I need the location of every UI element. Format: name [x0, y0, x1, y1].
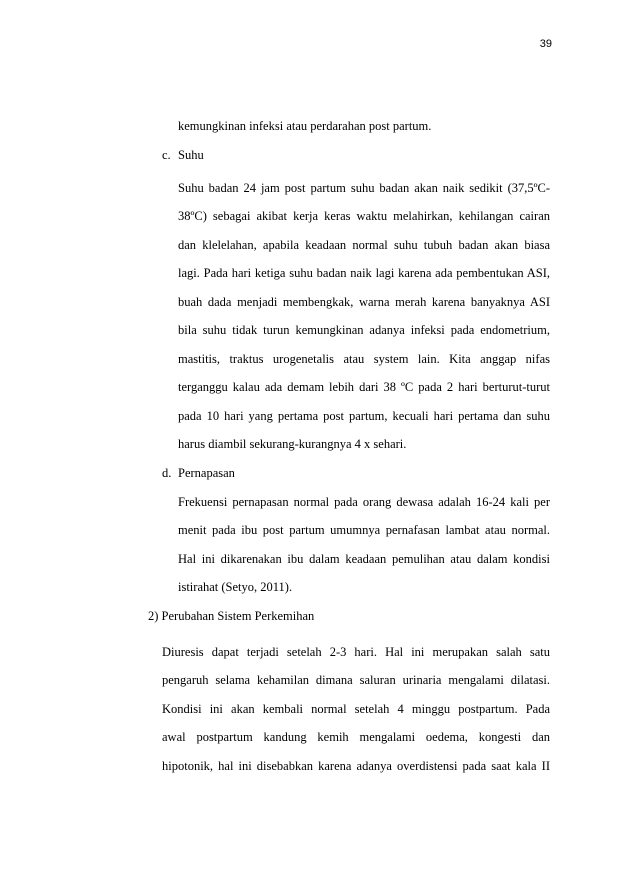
perkemihan-line-5: hipotonik, hal ini disebabkan karena adanya overdistensi pada saat kala II: [162, 759, 550, 773]
pernapasan-line-2: menit pada ibu post partum umumnya pernafasan lambat atau normal.: [178, 523, 550, 537]
pernapasan-line-1: Frekuensi pernapasan normal pada orang dewasa adalah 16-24 kali per: [178, 495, 550, 509]
pernapasan-line-3: Hal ini dikarenakan ibu dalam keadaan pemulihan atau dalam kondisi: [178, 552, 550, 566]
perkemihan-line-4: awal postpartum kandung kemih mengalami oedema, kongesti dan: [162, 730, 550, 744]
suhu-line-1: Suhu badan 24 jam post partum suhu badan akan naik sedikit (37,5ºC-: [178, 181, 550, 195]
suhu-line-9: pada 10 hari yang pertama post partum, kecuali hari pertama dan suhu: [178, 409, 550, 423]
heading-label: Suhu: [178, 148, 204, 162]
perkemihan-line-3: Kondisi ini akan kembali normal setelah 4 minggu postpartum. Pada: [162, 702, 550, 716]
suhu-line-8: terganggu kalau ada demam lebih dari 38 ºC pada 2 hari berturut-turut: [178, 380, 550, 394]
list-marker: c.: [162, 148, 171, 162]
suhu-line-7: mastitis, traktus urogenetalis atau system lain. Kita anggap nifas: [178, 352, 550, 366]
suhu-line-2: 38ºC) sebagai akibat kerja keras waktu melahirkan, kehilangan cairan: [178, 209, 550, 223]
suhu-line-4: lagi. Pada hari ketiga suhu badan naik lagi karena ada pembentukan ASI,: [178, 266, 550, 280]
heading-label: Pernapasan: [178, 466, 235, 480]
suhu-line-3: dan klelelahan, apabila keadaan normal suhu tubuh badan akan biasa: [178, 238, 550, 252]
suhu-line-10: harus diambil sekurang-kurangnya 4 x sehari.: [178, 437, 407, 451]
suhu-line-5: buah dada menjadi membengkak, warna merah karena banyaknya ASI: [178, 295, 550, 309]
pernapasan-line-4: istirahat (Setyo, 2011).: [178, 580, 293, 594]
heading-suhu: [162, 147, 204, 163]
list-marker: d.: [162, 466, 172, 480]
heading-pernapasan: [162, 465, 235, 481]
page-number: 39: [539, 38, 552, 50]
section-heading-perkemihan: 2) Perubahan Sistem Perkemihan: [148, 609, 315, 623]
intro-line: kemungkinan infeksi atau perdarahan post partum.: [178, 119, 432, 133]
perkemihan-line-2: pengaruh selama kehamilan dimana saluran urinaria mengalami dilatasi.: [162, 673, 550, 687]
perkemihan-line-1: Diuresis dapat terjadi setelah 2-3 hari. Hal ini merupakan salah satu: [162, 645, 550, 659]
suhu-line-6: bila suhu tidak turun kemungkinan adanya infeksi pada endometrium,: [178, 323, 550, 337]
